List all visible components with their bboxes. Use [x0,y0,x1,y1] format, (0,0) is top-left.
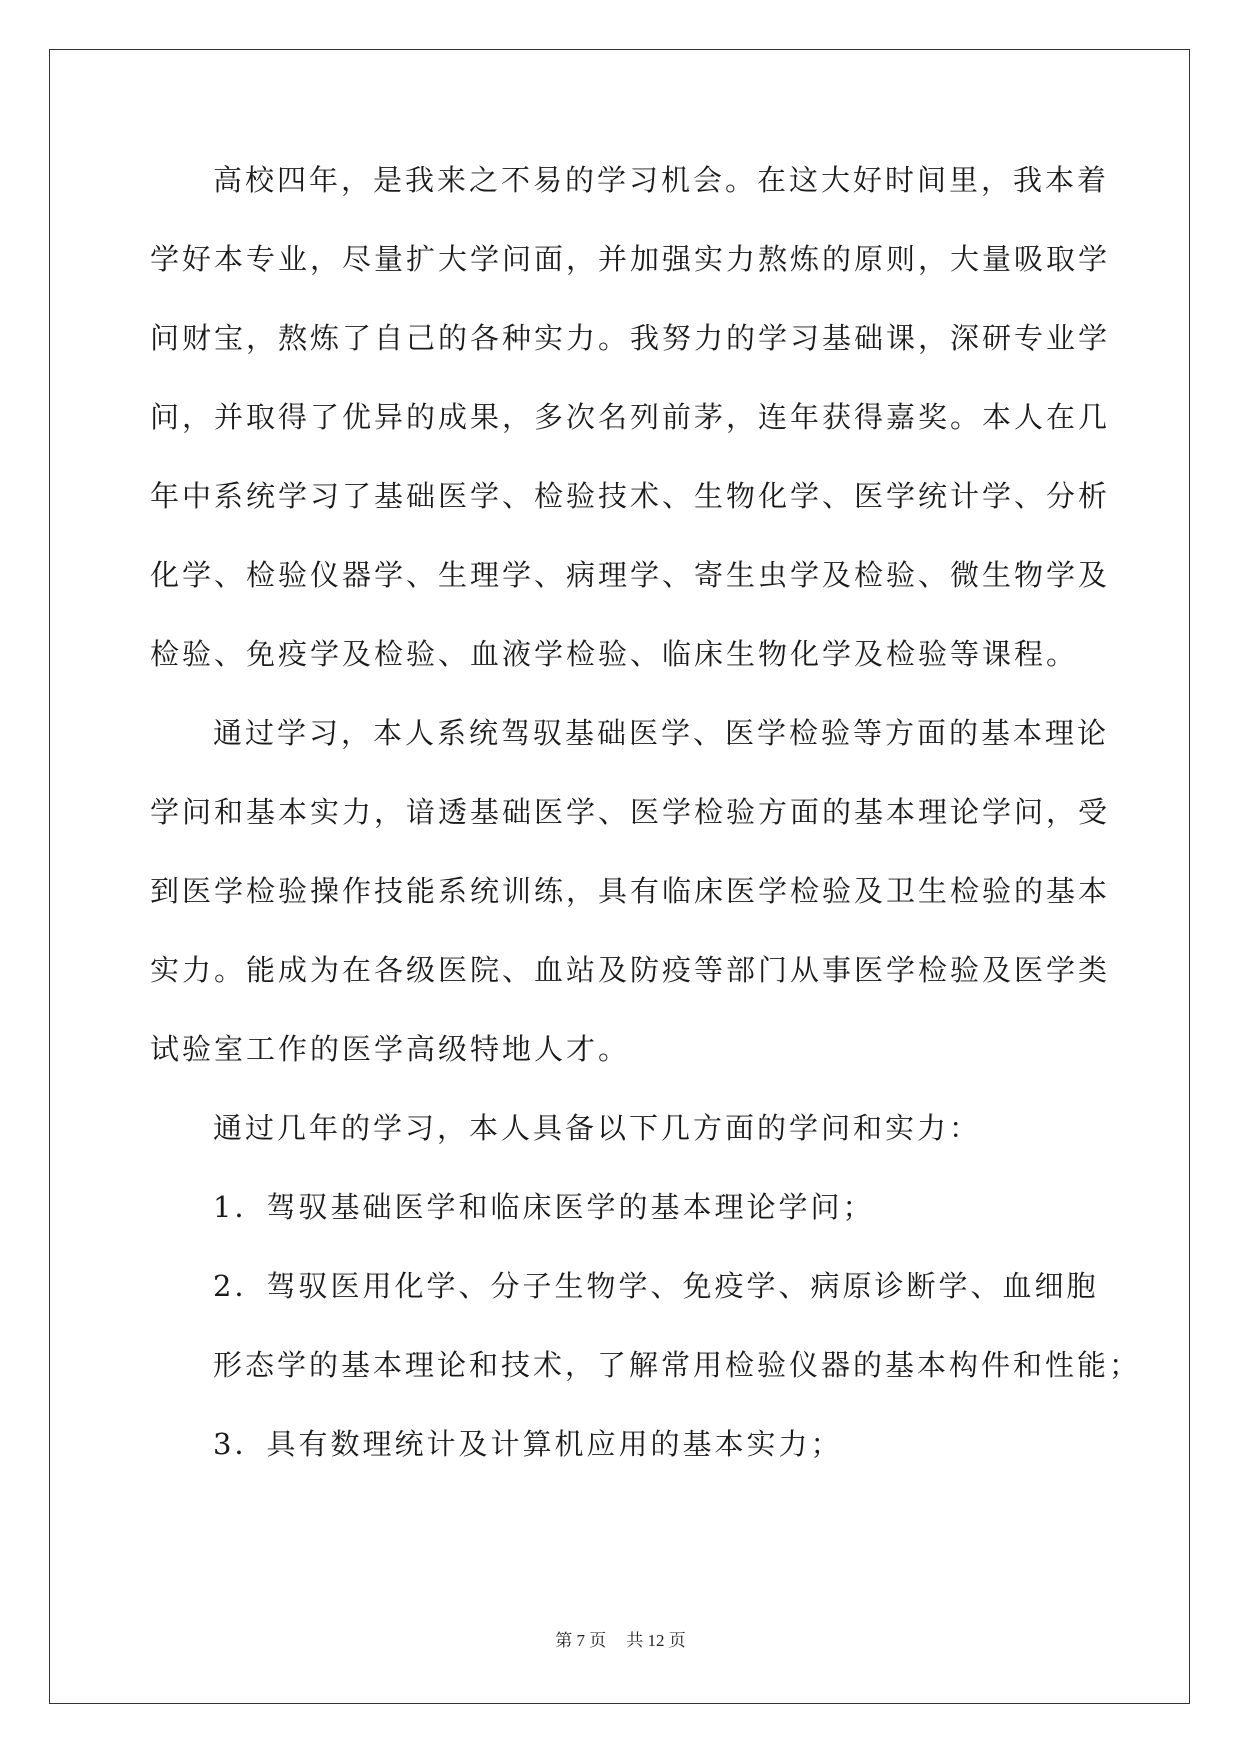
document-body [150,160,1142,1503]
list-item: 1．驾驭基础医学和临床医学的基本理论学问； [213,1190,875,1224]
list-item: 3．具有数理统计及计算机应用的基本实力； [213,1427,843,1461]
list-item: 2．驾驭医用化学、分子生物学、免疫学、病原诊断学、血细胞 [213,1269,1099,1303]
paragraph-line: 化学、检验仪器学、生理学、病理学、寄生虫学及检验、微生物学及 [150,558,1111,592]
page-total: 共 12 页 [626,1631,686,1650]
paragraph-line: 检验、免疫学及检验、血液学检验、临床生物化学及检验等课程。 [150,637,1079,671]
paragraph-line: 学好本专业，尽量扩大学问面，并加强实力熬炼的原则，大量吸取学 [150,242,1111,276]
paragraph-line: 学问和基本实力，谙透基础医学、医学检验方面的基本理论学问，受 [150,795,1111,829]
page-number: 第 7 页 [555,1631,607,1650]
paragraph-line: 问，并取得了优异的成果，多次名列前茅，连年获得嘉奖。本人在几 [150,400,1111,434]
paragraph-line: 问财宝，熬炼了自己的各种实力。我努力的学习基础课，深研专业学 [150,321,1111,355]
paragraph-line: 通过学习，本人系统驾驭基础医学、医学检验等方面的基本理论 [213,716,1110,750]
paragraph-line: 通过几年的学习，本人具备以下几方面的学问和实力： [213,1111,982,1145]
paragraph-line: 实力。能成为在各级医院、血站及防疫等部门从事医学检验及医学类 [150,953,1111,987]
page-footer [0,1626,1241,1651]
list-item-continuation: 形态学的基本理论和技术，了解常用检验仪器的基本构件和性能； [213,1348,1142,1382]
paragraph-line: 到医学检验操作技能系统训练，具有临床医学检验及卫生检验的基本 [150,874,1111,908]
paragraph-line: 试验室工作的医学高级特地人才。 [150,1032,631,1066]
paragraph-line: 高校四年，是我来之不易的学习机会。在这大好时间里，我本着 [213,163,1110,197]
paragraph-line: 年中系统学习了基础医学、检验技术、生物化学、医学统计学、分析 [150,479,1111,513]
